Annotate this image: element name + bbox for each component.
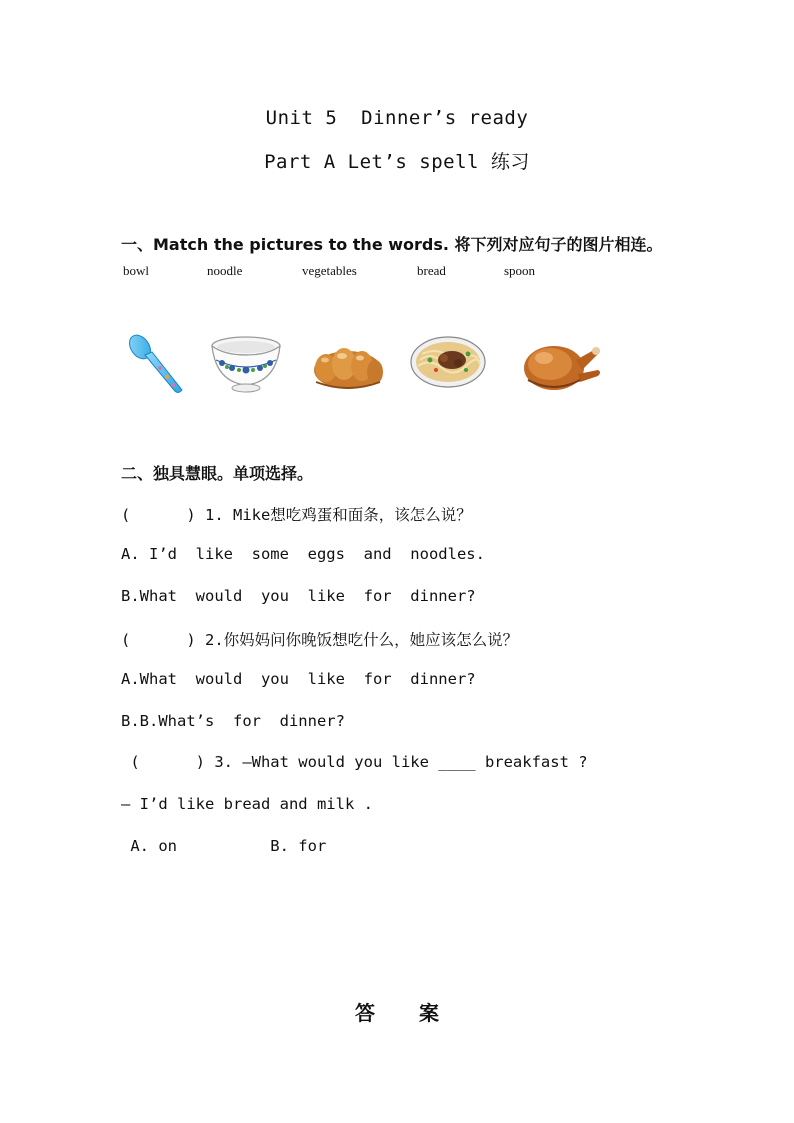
question-3-dialogue: — I’d like bread and milk . (121, 795, 373, 813)
question-3: ( ) 3. —What would you like ____ breakfast ? (121, 753, 588, 771)
section-1-heading: 一、Match the pictures to the words. 将下列对应句子的图片相连。 (121, 235, 663, 254)
roast-chicken-picture (518, 330, 604, 396)
word-noodle: noodle (207, 263, 243, 278)
word-spoon: spoon (504, 263, 536, 278)
page-title: Unit 5 Dinner’s ready (265, 107, 529, 129)
question-1-option-b: B.What would you like for dinner? (121, 587, 476, 605)
question-1-option-a: A. I’d like some eggs and noodles. (121, 545, 485, 563)
page-subtitle: Part A Let’s spell 练习 (264, 151, 530, 173)
question-2: ( ) 2.你妈妈问你晚饭想吃什么，她应该怎么说？ (121, 631, 519, 649)
bread-picture (312, 330, 384, 396)
word-bread: bread (417, 263, 446, 278)
noodle-picture (408, 330, 488, 396)
word-bowl: bowl (123, 263, 149, 278)
word-vegetables: vegetables (302, 263, 357, 278)
bowl-picture (208, 330, 284, 396)
spoon-picture (126, 330, 188, 398)
answer-heading: 答案 (355, 1001, 483, 1025)
section-2-heading: 二、独具慧眼。单项选择。 (121, 464, 314, 483)
question-2-option-a: A.What would you like for dinner? (121, 670, 476, 688)
question-3-options: A. on B. for (121, 837, 327, 855)
question-2-option-b: B.B.What’s for dinner? (121, 712, 345, 730)
question-1: ( ) 1. Mike想吃鸡蛋和面条，该怎么说？ (121, 506, 472, 524)
